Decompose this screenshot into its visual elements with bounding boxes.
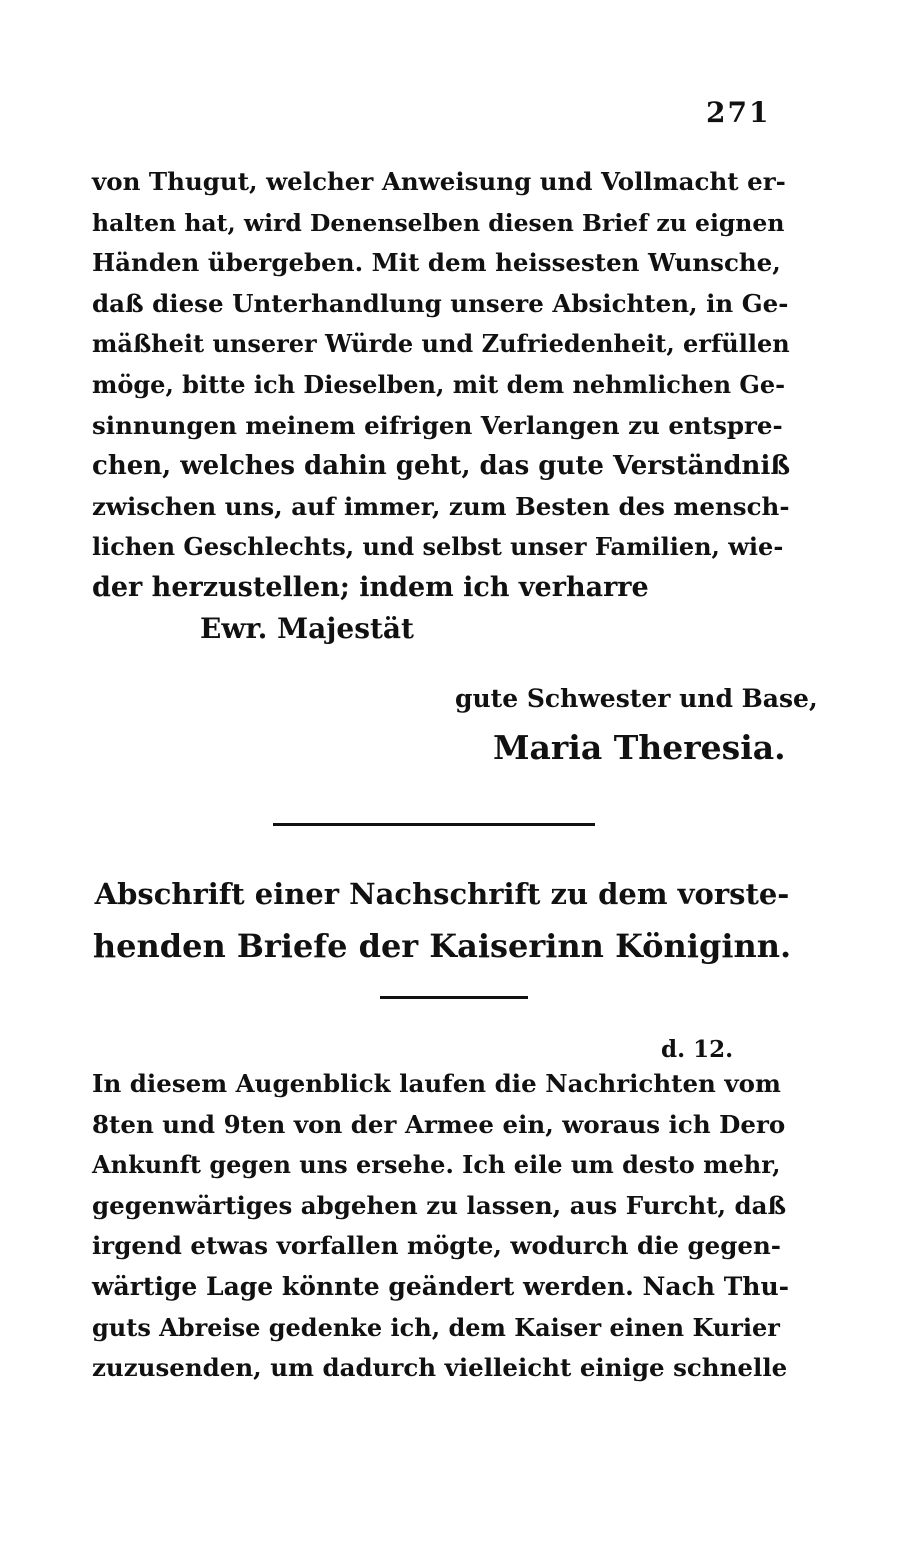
text-line: irgend etwas vorfallen mögte, wodurch die gegen-: [92, 1231, 781, 1261]
text-line: In diesem Augenblick laufen die Nachrichten vom: [92, 1069, 781, 1098]
text-line: halten hat, wird Denenselben diesen Brief zu eignen: [92, 208, 785, 237]
salutation: Ewr. Majestät: [200, 612, 414, 645]
text-line: zwischen uns, auf immer, zum Besten des mensch-: [92, 491, 790, 521]
heading-line: henden Briefe der Kaiserinn Königinn.: [92, 927, 792, 965]
text-line: chen, welches dahin geht, das gute Verständniß: [92, 451, 791, 482]
text-line: gegenwärtiges abgehen zu lassen, aus Furcht, daß: [92, 1190, 787, 1220]
heading-divider: [380, 996, 528, 999]
text-line: sinnungen meinem eifrigen Verlangen zu entspre-: [92, 410, 783, 440]
text-line: möge, bitte ich Dieselben, mit dem nehmlichen Ge-: [92, 369, 786, 399]
postscript-body: [92, 1064, 792, 1389]
text-line: zuzusenden, um dadurch vielleicht einige schnelle: [92, 1353, 788, 1383]
text-line: daß diese Unterhandlung unsere Absichten, in Ge-: [92, 288, 789, 318]
text-line: Händen übergeben. Mit dem heissesten Wunsche,: [92, 248, 781, 278]
section-heading: [92, 868, 792, 972]
text-line: mäßheit unserer Würde und Zufriedenheit, erfüllen: [92, 329, 790, 359]
page-number: 271: [706, 96, 771, 129]
postscript-date: d. 12.: [661, 1036, 734, 1063]
signature: Maria Theresia.: [493, 728, 786, 767]
text-line: wärtige Lage könnte geändert werden. Nach Thu-: [92, 1271, 790, 1301]
text-line: Ankunft gegen uns ersehe. Ich eile um desto mehr,: [92, 1150, 781, 1180]
text-line: lichen Geschlechts, und selbst unser Familien, wie-: [92, 532, 784, 562]
text-line: guts Abreise gedenke ich, dem Kaiser einen Kurier: [92, 1312, 780, 1342]
section-divider: [273, 823, 595, 826]
text-line: 8ten und 9ten von der Armee ein, woraus ich Dero: [92, 1109, 786, 1139]
closing-phrase: gute Schwester und Base,: [455, 684, 818, 713]
heading-line: Abschrift einer Nachschrift zu dem vorste-: [94, 877, 790, 911]
text-line: der herzustellen; indem ich verharre: [92, 571, 649, 603]
text-line: von Thugut, welcher Anweisung und Vollmacht er-: [92, 167, 786, 196]
letter-body: [92, 162, 792, 609]
